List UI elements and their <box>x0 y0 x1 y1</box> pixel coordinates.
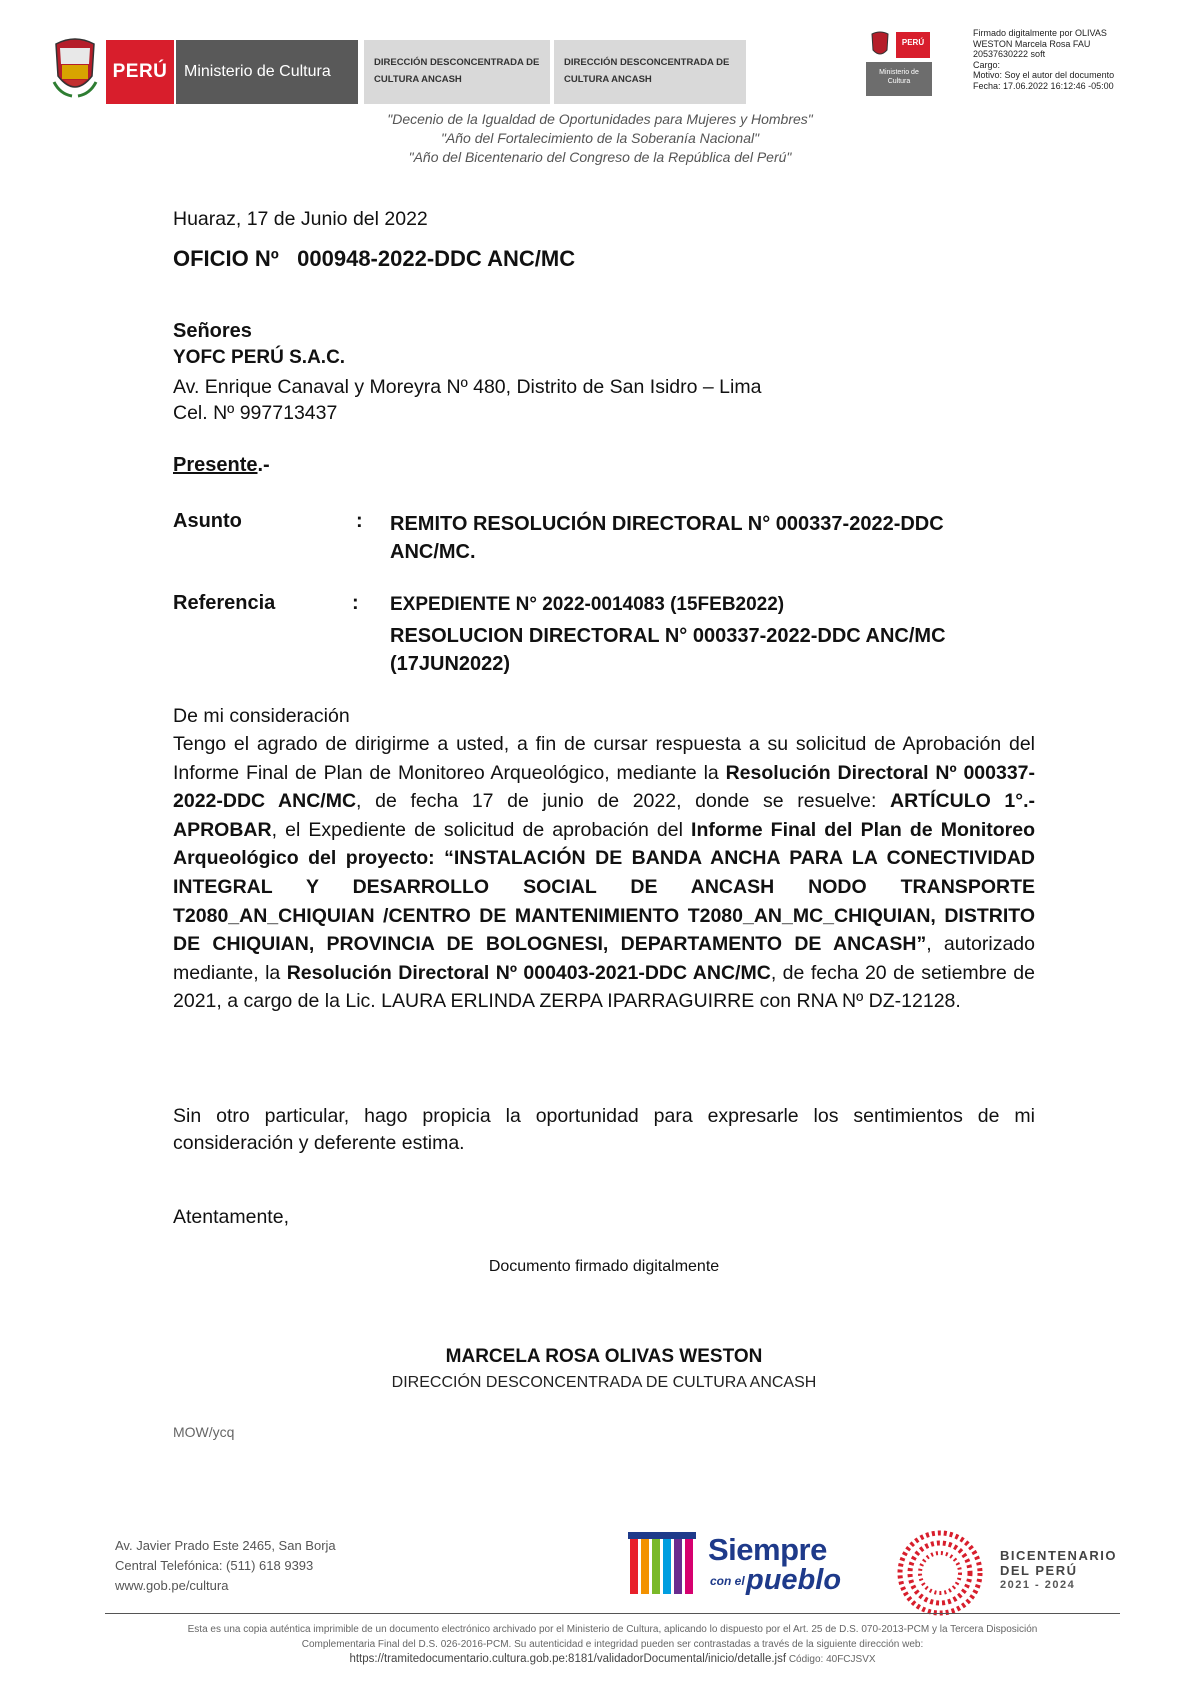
salutation: Señores <box>173 320 252 342</box>
signature-line: Firmado digitalmente por OLIVAS <box>973 28 1107 38</box>
directorate-box-2: DIRECCIÓN DESCONCENTRADA DE CULTURA ANCASH <box>554 40 746 104</box>
signature-line: Fecha: 17.06.2022 16:12:46 -05:00 <box>973 80 1114 91</box>
valediction: Atentamente, <box>173 1206 289 1228</box>
validation-code: Código: 40FCJSVX <box>788 1654 876 1665</box>
referencia-colon: : <box>352 592 359 614</box>
paragraph-bold: ARTÍCULO 1°.- APROBAR <box>173 790 1035 841</box>
main-paragraph <box>173 730 1035 1016</box>
signer-office: DIRECCIÓN DESCONCENTRADA DE CULTURA ANCASH <box>391 1374 817 1391</box>
bicentenario-line: BICENTENARIO <box>1000 1548 1117 1563</box>
motto-line: "Decenio de la Igualdad de Oportunidades para Mujeres y Hombres" <box>387 111 813 127</box>
footer-address <box>115 1536 336 1596</box>
paragraph-text: , de fecha 20 de setiembre de 2021, a cargo de la Lic. LAURA ERLINDA ZERPA IPARRAGUIRRE con RNA Nº DZ-12128. <box>173 961 1035 1013</box>
signature-logo-ministry: Ministerio de Cultura <box>879 69 919 85</box>
legal-notice <box>105 1622 1120 1667</box>
paragraph-text: , autorizado mediante, la <box>173 933 1035 984</box>
presente-heading <box>173 454 270 477</box>
bicentenario-wordmark <box>1000 1548 1117 1593</box>
footer-address-line: Av. Javier Prado Este 2465, San Borja <box>115 1538 336 1553</box>
paragraph-text: Tengo el agrado de dirigirme a usted, a fin de cursar respuesta a su solicitud de Aprobación del Informe Final de Plan de Monitoreo Arqueológico, mediante la <box>173 733 1035 784</box>
footer-divider <box>105 1613 1120 1614</box>
reference-initials: MOW/ycq <box>173 1424 235 1440</box>
signature-line: 20537630222 soft <box>973 49 1046 59</box>
directorate-box-1: DIRECCIÓN DESCONCENTRADA DE CULTURA ANCASH <box>364 40 550 104</box>
recipient-company: YOFC PERÚ S.A.C. <box>173 347 346 368</box>
oficio-number: OFICIO Nº 000948-2022-DDC ANC/MC <box>173 246 576 271</box>
pueblo-word: pueblo <box>746 1564 842 1596</box>
closing-paragraph: Sin otro particular, hago propicia la oportunidad para expresarle los sentimientos de mi consideración y deferente estima. <box>173 1105 1035 1154</box>
motto-line: "Año del Fortalecimiento de la Soberanía Nacional" <box>440 130 760 146</box>
siempre-word: Siempre <box>708 1532 827 1567</box>
digital-signature-stamp <box>973 28 1183 91</box>
referencia-label: Referencia <box>173 592 276 614</box>
figures-icon <box>628 1530 708 1604</box>
bicentenario-emblem-icon <box>895 1528 985 1618</box>
digitally-signed-note: Documento firmado digitalmente <box>488 1258 720 1275</box>
footer-address-line: Central Telefónica: (511) 618 9393 <box>115 1558 314 1573</box>
bicentenario-years: 2021 - 2024 <box>1000 1579 1076 1591</box>
presente-word: Presente <box>173 454 258 476</box>
official-mottos <box>250 110 950 167</box>
asunto-label: Asunto <box>173 510 242 532</box>
signature-line: Cargo: <box>973 59 1001 70</box>
signer-name: MARCELA ROSA OLIVAS WESTON <box>445 1346 763 1367</box>
recipient-phone: Cel. Nº 997713437 <box>173 402 338 424</box>
consideracion-line: De mi consideración <box>173 705 350 727</box>
paragraph-text: , el Expediente de solicitud de aprobación del <box>271 818 692 841</box>
ministry-brand-block: Ministerio de Cultura <box>176 40 358 104</box>
motto-line: "Año del Bicentenario del Congreso de la República del Perú" <box>408 149 792 165</box>
asunto-value: REMITO RESOLUCIÓN DIRECTORAL N° 000337-2022-DDC ANC/MC. <box>390 513 944 563</box>
signature-line: Motivo: Soy el autor del documento <box>973 70 1115 80</box>
bicentenario-line: DEL PERÚ <box>1000 1563 1078 1578</box>
signature-line: WESTON Marcela Rosa FAU <box>973 38 1091 49</box>
con-el-word: con el <box>710 1574 745 1588</box>
validation-url[interactable]: https://tramitedocumentario.cultura.gob.pe:8181/validadorDocumental/inicio/detalle.jsf <box>349 1653 787 1665</box>
legal-line: Esta es una copia auténtica imprimible de un documento electrónico archivado por el Ministerio de Cultura, aplicando lo dispuesto por el Art. 25 de D.S. 070-2013-PCM y la Tercera Disposición <box>187 1624 1038 1635</box>
peru-coat-of-arms-icon <box>52 36 98 100</box>
paragraph-bold: Informe Final del Plan de Monitoreo Arqueológico del proyecto: “INSTALACIÓN DE BANDA ANCHA PARA LA CONECTIVIDAD INTEGRAL Y DESARROLLO SOCIAL DE ANCASH NODO TRANSPORTE T2080_AN_CHIQUIAN /CENTRO DE MANTENIMIENTO T2080_AN_MC_CHIQUIAN, DISTRITO DE CHIQUIAN, PROVINCIA DE BOLOGNESI, DEPARTAMENTO DE ANCASH” <box>173 818 1035 956</box>
footer-website: www.gob.pe/cultura <box>115 1578 229 1593</box>
recipient-address: Av. Enrique Canaval y Moreyra Nº 480, Distrito de San Isidro – Lima <box>173 376 762 398</box>
presente-suffix: .- <box>257 454 270 476</box>
legal-line: Complementaria Final del D.S. 026-2016-PCM. Su autenticidad e integridad pueden ser contrastadas a través de la siguiente dirección web: <box>301 1639 924 1650</box>
letter-date: Huaraz, 17 de Junio del 2022 <box>173 208 428 230</box>
paragraph-text: , de fecha 17 de junio de 2022, donde se resuelve: <box>356 790 891 813</box>
asunto-colon: : <box>356 510 363 532</box>
signature-logo-peru: PERÚ <box>901 38 925 47</box>
paragraph-bold: Resolución Directoral Nº 000337-2022-DDC ANC/MC <box>173 761 1036 813</box>
peru-brand-block: PERÚ <box>106 40 174 104</box>
referencia-resolucion: RESOLUCION DIRECTORAL N° 000337-2022-DDC ANC/MC (17JUN2022) <box>390 625 946 675</box>
referencia-expediente: EXPEDIENTE N° 2022-0014083 (15FEB2022) <box>390 594 785 615</box>
digital-signature-logo <box>866 28 932 98</box>
legal-url-line <box>105 1652 1120 1667</box>
siempre-con-el-pueblo-logo <box>628 1530 848 1604</box>
paragraph-bold: Resolución Directoral Nº 000403-2021-DDC ANC/MC <box>286 961 771 984</box>
